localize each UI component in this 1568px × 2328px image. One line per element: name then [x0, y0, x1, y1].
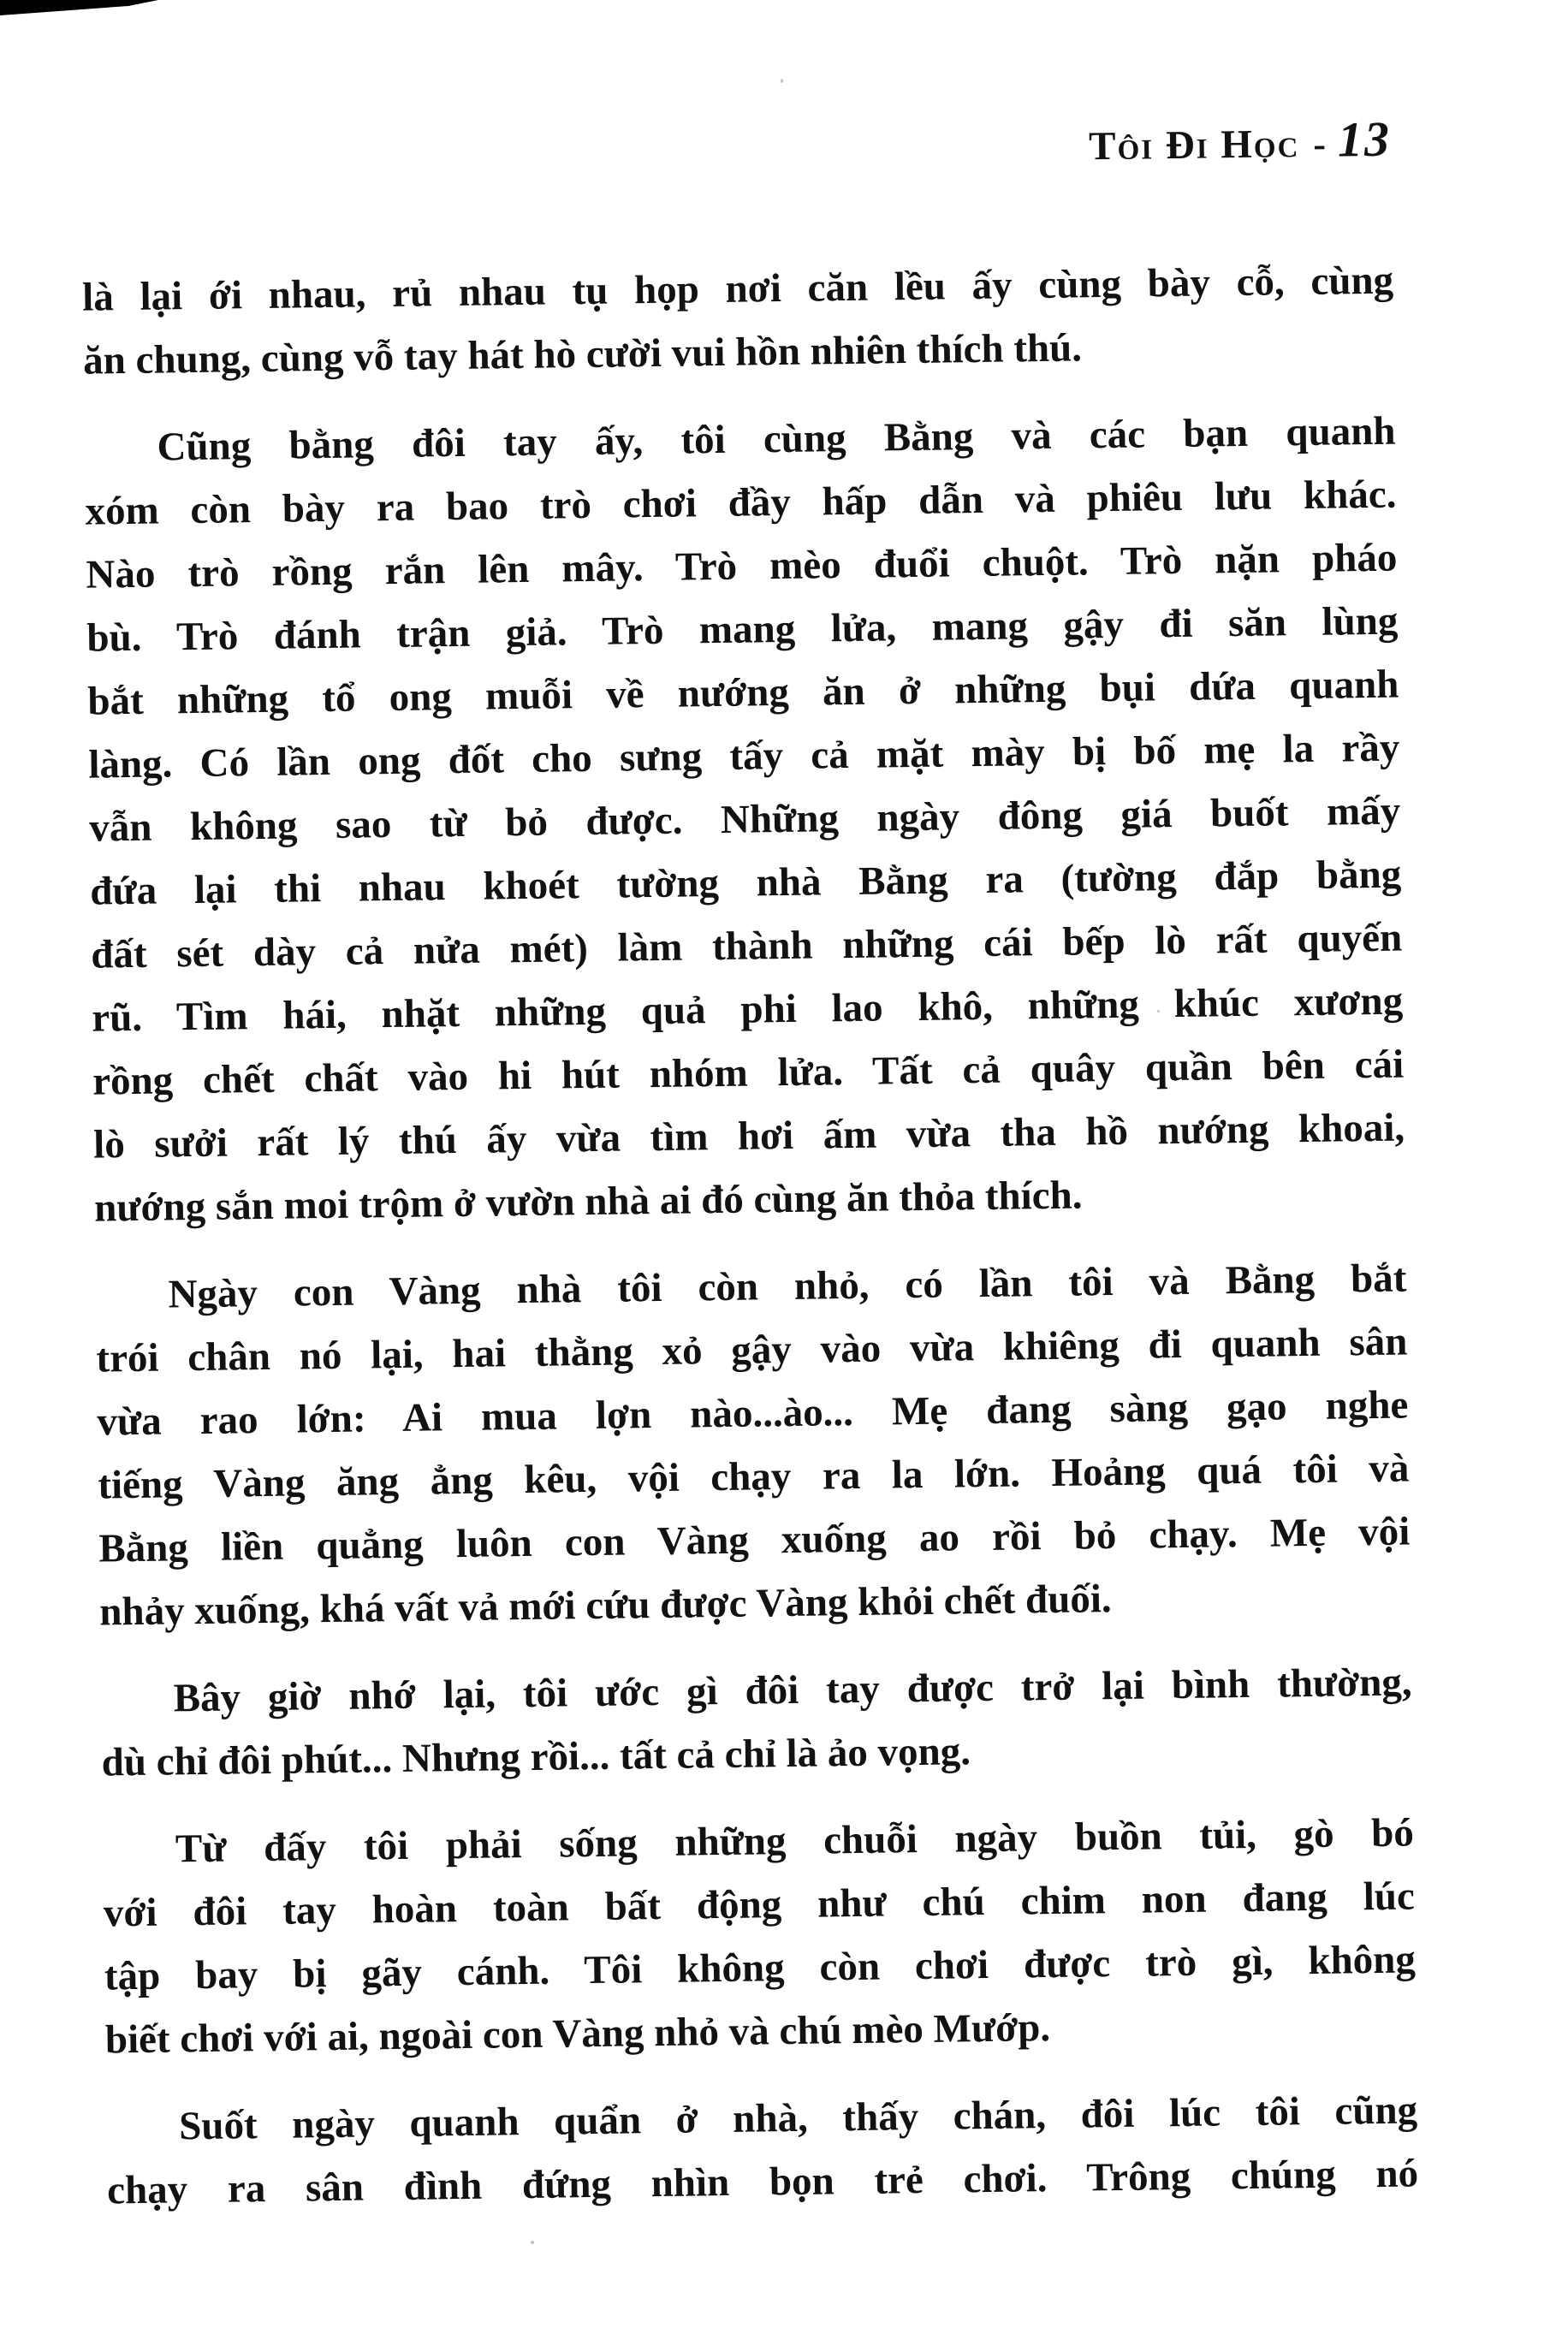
page-text	[82, 249, 1419, 2223]
text-line: lò sưởi rất lý thú ấy vừa tìm hơi ấm vừa tha hồ nướng khoai,	[92, 1105, 1405, 1167]
header-separator: -	[1313, 122, 1328, 165]
text-line: vừa rao lớn: Ai mua lợn nào...ào... Mẹ đang sàng gạo nghe	[97, 1382, 1409, 1445]
book-title: Tôi Đi Học	[1088, 122, 1300, 169]
text-line: Cũng bằng đôi tay ấy, tôi cùng Bằng và các bạn quanh	[157, 408, 1396, 470]
text-line: Suốt ngày quanh quẩn ở nhà, thấy chán, đôi lúc tôi cũng	[178, 2087, 1418, 2149]
text-line: rồng chết chất vào hi hút nhóm lửa. Tất cả quây quần bên cái	[92, 1042, 1405, 1104]
text-line: đứa lại thi nhau khoét tường nhà Bằng ra (tường đắp bằng	[89, 852, 1402, 914]
paragraph-4	[100, 1650, 1413, 1794]
text-line: nướng sắn moi trộm ở vườn nhà ai đó cùng ăn thỏa thích.	[93, 1173, 1083, 1231]
text-line: xóm còn bày ra bao trò chơi đầy hấp dẫn và phiêu lưu khác.	[85, 472, 1397, 534]
text-line: đất sét dày cả nửa mét) làm thành những cái bếp lò rất quyến	[90, 915, 1403, 977]
text-line: Từ đấy tôi phải sống những chuỗi ngày buồn tủi, gò bó	[175, 1810, 1415, 1872]
paragraph-1	[82, 249, 1395, 393]
text-line: bù. Trò đánh trận giả. Trò mang lửa, mang gậy đi săn lùng	[86, 598, 1399, 661]
paragraph-3	[95, 1247, 1411, 1644]
text-line: Bây giờ nhớ lại, tôi ước gì đôi tay được trở lại bình thường,	[173, 1660, 1412, 1721]
text-line: bắt những tổ ong muỗi về nướng ăn ở những bụi dứa quanh	[87, 662, 1399, 724]
text-line: tiếng Vàng ăng ẳng kêu, vội chạy ra la lớn. Hoảng quá tôi và	[98, 1446, 1410, 1508]
text-line: vẫn không sao từ bỏ được. Những ngày đông giá buốt mấy	[89, 788, 1401, 851]
text-line: ăn chung, cùng vỗ tay hát hò cười vui hồn nhiên thích thú.	[82, 325, 1083, 383]
running-header	[1089, 110, 1392, 172]
paragraph-2	[84, 400, 1405, 1240]
page-number: 13	[1337, 110, 1392, 168]
paragraph-5	[102, 1801, 1417, 2071]
text-line: tập bay bị gãy cánh. Tôi không còn chơi được trò gì, không	[104, 1937, 1417, 1999]
text-line: Ngày con Vàng nhà tôi còn nhỏ, có lần tôi và Bằng bắt	[168, 1256, 1407, 1317]
text-line: biết chơi với ai, ngoài con Vàng nhỏ và chú mèo Mướp.	[104, 2005, 1051, 2063]
text-line: nhảy xuống, khá vất vả mới cứu được Vàng khỏi chết đuối.	[99, 1577, 1112, 1635]
text-line: là lại ới nhau, rủ nhau tụ họp nơi căn lều ấy cùng bày cỗ, cùng	[81, 258, 1394, 320]
text-line: làng. Có lần ong đốt cho sưng tấy cả mặt mày bị bố mẹ la rầy	[88, 725, 1400, 787]
text-line: trói chân nó lại, hai thằng xỏ gậy vào vừa khiêng đi quanh sân	[96, 1319, 1408, 1381]
text-line: rũ. Tìm hái, nhặt những quả phi lao khô, những khúc xương	[91, 978, 1404, 1041]
text-line: với đôi tay hoàn toàn bất động như chú chim non đang lúc	[103, 1874, 1416, 1936]
text-line: Nào trò rồng rắn lên mây. Trò mèo đuổi chuột. Trò nặn pháo	[86, 535, 1398, 597]
text-line: dù chỉ đôi phút... Nhưng rồi... tất cả chỉ là ảo vọng.	[101, 1729, 971, 1785]
text-line: chạy ra sân đình đứng nhìn bọn trẻ chơi. Trông chúng nó	[106, 2151, 1419, 2213]
text-line: Bằng liền quẳng luôn con Vàng xuống ao rồi bỏ chạy. Mẹ vội	[98, 1509, 1411, 1571]
paragraph-6	[106, 2078, 1419, 2222]
